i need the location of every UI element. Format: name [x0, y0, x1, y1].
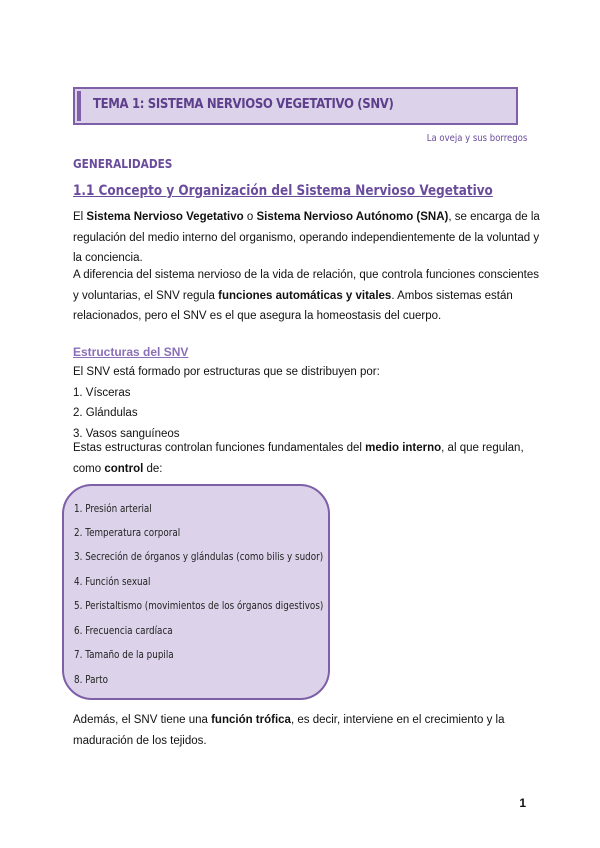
controls-box	[62, 484, 330, 700]
title-box	[73, 87, 518, 125]
control-paragraph	[73, 438, 543, 479]
intro-paragraph-1	[73, 207, 543, 269]
control-item: 3. Secreción de órganos y glándulas (como bilis y sudor)	[74, 550, 324, 563]
title-accent-bar	[77, 91, 81, 121]
control-item: 8. Parto	[74, 673, 108, 686]
text-run: A diferencia del sistema nervioso de la vida de relación, que controla funciones conscientes y voluntarias, el SNV regula	[73, 269, 540, 302]
bold-term: Sistema Nervioso Autónomo (SNA)	[256, 211, 449, 223]
author-credit: La oveja y sus borregos	[426, 133, 527, 144]
text-run: , se encarga de la regulación del medio interno del organismo, operando independientemente de la voluntad y la conciencia.	[73, 211, 540, 264]
bold-term: medio interno	[365, 442, 442, 454]
text-run: de:	[143, 462, 163, 475]
list-item: 2. Glándulas	[73, 407, 138, 419]
section-heading: GENERALIDADES	[73, 157, 173, 171]
text-run: , es decir, interviene en el crecimiento y la maduración de los tejidos.	[73, 714, 505, 747]
page-title: TEMA 1: SISTEMA NERVIOSO VEGETATIVO (SNV)	[93, 97, 394, 112]
control-item: 2. Temperatura corporal	[74, 526, 181, 539]
text-run: El	[73, 211, 87, 223]
list-item: 1. Vísceras	[73, 386, 131, 399]
structures-lead: El SNV está formado por estructuras que se distribuyen por:	[73, 366, 380, 378]
bold-term: Sistema Nervioso Vegetativo	[86, 211, 244, 223]
bold-term: funciones automáticas y vitales	[218, 289, 392, 302]
intro-paragraph-2	[73, 265, 543, 327]
text-run: o	[243, 211, 257, 223]
control-item: 5. Peristaltismo (movimientos de los órganos digestivos)	[74, 599, 324, 612]
list-item: 3. Vasos sanguíneos	[73, 427, 180, 440]
bold-term: control	[104, 462, 144, 475]
text-run: Estas estructuras controlan funciones fundamentales del	[73, 442, 366, 454]
structures-heading: Estructuras del SNV	[73, 345, 189, 359]
text-run: , al que regulan, como	[73, 442, 524, 475]
bold-term: función trófica	[211, 714, 291, 726]
control-item: 7. Tamaño de la pupila	[74, 648, 174, 661]
control-item: 1. Presión arterial	[74, 502, 152, 515]
structures-list	[73, 362, 543, 444]
trophic-paragraph	[73, 710, 543, 751]
control-item: 4. Función sexual	[74, 575, 151, 588]
text-run: . Ambos sistemas están relacionados, pero el SNV es el que asegura la homeostasis del cuerpo.	[73, 289, 513, 322]
subsection-heading: 1.1 Concepto y Organización del Sistema Nervioso Vegetativo	[73, 183, 493, 199]
text-run: Además, el SNV tiene una	[73, 714, 212, 726]
control-item: 6. Frecuencia cardíaca	[74, 624, 173, 637]
page-number: 1	[519, 796, 526, 810]
